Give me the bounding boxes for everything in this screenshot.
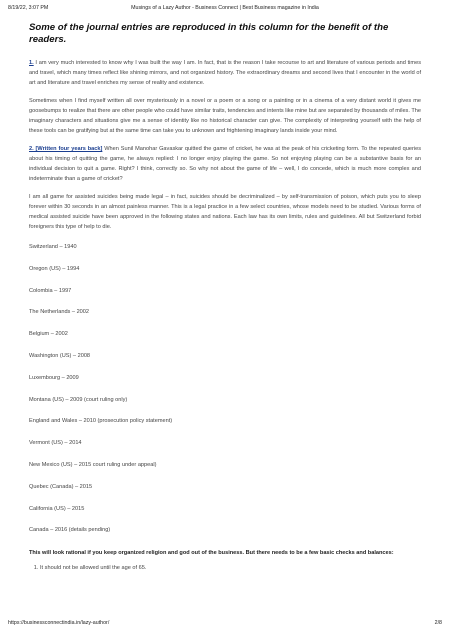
entry-number-link[interactable]: 2. [Written four years back] [29, 146, 103, 152]
jurisdiction-item: The Netherlands – 2002 [29, 309, 90, 316]
column-intro-heading: Some of the journal entries are reproduced in this column for the benefit of the readers. [29, 22, 389, 45]
jurisdiction-item: Colombia – 1997 [29, 287, 72, 294]
entry-text: Sometimes when I find myself written all over mysteriously in a novel or a poem or a song or a painting or in a cinema of a very distant world it gives me goosebumps to realize that there are other people who could have similar traits, tendencies and intents like mine but are separated by thousands of miles. The imaginary characters and situations give me a sense of identity like no historical character can give. The complexity of interpreting yourself with the help of these tools can be gratifying but at the same time can take you to unknown and frightening imaginary lands inside your mind. [29, 98, 421, 134]
jurisdiction-item: New Mexico (US) – 2015 court ruling under appeal) [29, 461, 157, 468]
entry-number-link[interactable]: 1. [29, 60, 34, 66]
checks-list [29, 564, 421, 572]
jurisdiction-item: Belgium – 2002 [29, 331, 68, 338]
entry-text: I am all game for assisted suicides being made legal – in fact, suicides should be decriminalized – by self-transmission of poison, which puts you to sleep forever within 30 seconds in an almost painless manner. This is a legal practice in a few select countries, whose models need to be studied. Various forms of medical assisted suicide have been approved in the following states and nations. Each law has its own limits, rules and guidelines. All but Switzerland forbid foreigners this type of help to die. [29, 194, 421, 230]
print-header [8, 5, 442, 15]
article-content [29, 22, 421, 572]
jurisdiction-item: Oregon (US) – 1994 [29, 265, 80, 272]
closing-statement: This will look rational if you keep organized religion and god out of the business. But there needs to be a few basic checks and balances: [29, 550, 394, 557]
entry-paragraph [29, 58, 421, 88]
page-url: https://businessconnectindia.in/lazy-author/ [8, 620, 110, 626]
check-item: 1. It should not be allowed until the age of 65. [40, 564, 421, 572]
entry-paragraph [29, 144, 421, 184]
jurisdiction-item: Washington (US) – 2008 [29, 352, 91, 359]
jurisdiction-item: Quebec (Canada) – 2015 [29, 483, 93, 490]
print-footer [8, 620, 442, 628]
jurisdiction-item: Montana (US) – 2009 (court ruling only) [29, 396, 128, 403]
print-datetime: 8/19/22, 3:07 PM [8, 5, 49, 11]
jurisdiction-item: England and Wales – 2010 (prosecution policy statement) [29, 418, 173, 425]
entry-text: When Sunil Manohar Gavaskar quitted the game of cricket, he was at the peak of his cricketing form. To the repeated queries about his timing of quitting the game, he always replied: I no longer enjoy playing the game. So not enjoying playing can be a substantive basis for an individual decision to quit a game. Right? I think, correctly so. So why not about the game of life – well, I do concede, which is much more complex and indeterminate than a game of cricket? [29, 146, 421, 182]
entry-paragraph [29, 96, 421, 136]
jurisdiction-item: Luxembourg – 2009 [29, 374, 79, 381]
jurisdiction-list [29, 243, 421, 534]
print-page-title: Musings of a Lazy Author - Business Connect | Best Business magazine in India [131, 5, 319, 11]
jurisdiction-item: Canada – 2016 (details pending) [29, 527, 111, 534]
jurisdiction-item: Vermont (US) – 2014 [29, 440, 82, 447]
entry-paragraph [29, 192, 421, 232]
page-number: 2/8 [434, 620, 442, 626]
jurisdiction-item: Switzerland – 1940 [29, 244, 77, 250]
jurisdiction-item: California (US) – 2015 [29, 505, 85, 512]
entry-text: I am very much interested to know why I was built the way I am. In fact, that is the reason I take recourse to art and literature of various periods and times and travel, which many times reflect like shining mirrors, and not organized history. The extraordinary dreams and second lives that I encounter in the world of art and literature and travel enriches my sense of reality and existence. [29, 60, 421, 86]
